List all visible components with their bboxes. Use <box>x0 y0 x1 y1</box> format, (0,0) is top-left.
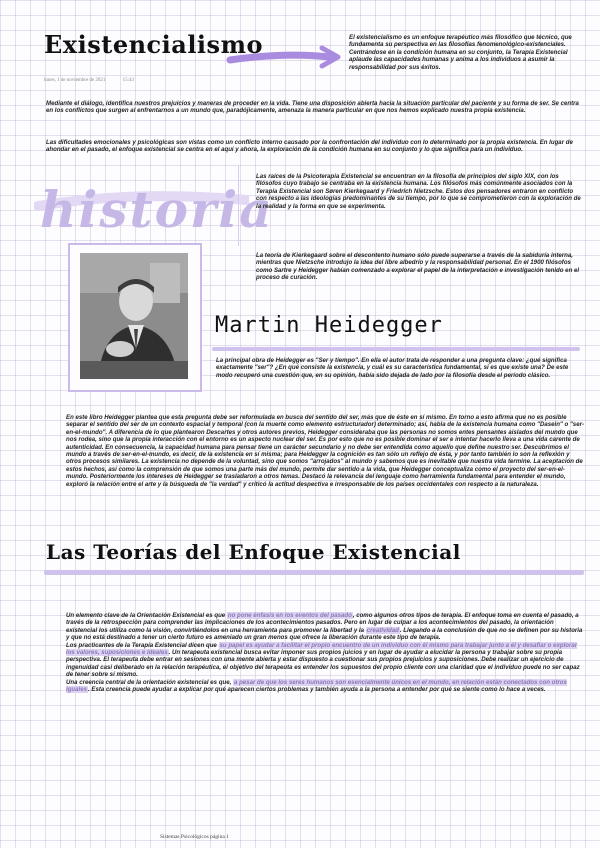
historia-p2-text: La teoría de Kierkegaard sobre el descontento humano sólo puede superarse a través de la sabiduría interna, mientras que Nietzsche introdujo la idea del libre albedrío y la responsabilidad personal. En el 1900 filósofos como Sartre y Heidegger habían comenzado a explorar el papel de la interpretación e investigación tenido en el proceso de curación. <box>256 252 580 282</box>
teor-c1-text: Una creencia central de la orientación existencial es que, <box>66 678 233 686</box>
teorias-underline <box>44 570 584 575</box>
page-title: Existencialismo <box>44 30 263 59</box>
heidegger-p-text: La principal obra de Heidegger es "Ser y tiempo". En ella el autor trata de responder a una pregunta clave: ¿qué significa exactamente "ser"? ¿En qué consiste la existencia, y cuál es su característica fundamental, si es que existe una? De este modo recuperó una cuestión que, en su opinión, había sido dejada de lado por la filosofía desde el período clásico. <box>216 357 569 379</box>
teor-a3-text: . Llegando a la conclusión de que no se definen por su historia y que no está destinado a tener un cierto futuro es ameniado un gran menos que ofrece la liberación durante este tipo de terapia. <box>66 626 583 642</box>
intro-text: El existencialismo es un enfoque terapéutico más filosófico que técnico, que fundamenta su perspectiva en las filosofías fenomenológico-existenciales. Centrándose en la condición humana en su conjunto, la Terapia Existencial aplaude las capacidades humanas y anima a los individuos a asumir la responsabilidad por sus éxitos. <box>349 34 572 71</box>
historia-p1-text: Las raíces de la Psicoterapia Existencial se encuentran en la filosofía de principios del siglo XIX, con los filósofos cuyo trabajo se centraba en la existencia humana. Los filósofos más comúnmente asociados con la Terapia Existencial son Søren Kierkegaard y Friedrich Nietzsche. Estos dos pensadores entraron en conflicto con respecto a las ideologías predominantes de su tiempo, por lo que se comprometieron con la exploración de la realidad y la forma en que se experimenta. <box>256 173 581 210</box>
long-p-text: En este libro Heidegger plantea que esta pregunta debe ser reformulada en busca del sentido del ser, más que de éste en sí mismo. En torno a esto afirma que no es posible separar el sentido del ser de un contexto espacial y temporal (con la muerte como elemento estructurador) determinado; así, habla de la existencia humana como "Dasein" o "ser-en-el-mundo". A diferencia de lo que plantearon Descartes y otros autores previos, Heidegger consideraba que las personas no somos entes pensantes aislados del mundo que nos rodea, sino que la propia interacción con el entorno es un aspecto nuclear del ser. Es por esto que no es posible dominar el ser e intentar hacerlo lleva a una vida carente de autenticidad. En consecuencia, la capacidad humana para pensar tiene un carácter secundario y no debe ser entendida como aquello que define nuestro ser. Descubrimos el mundo a través de ser-en-el-mundo, es decir, de la existencia en sí misma; para Heidegger la cognición es tan sólo un reflejo de ésta, y por tanto también lo son la reflexión y otros procesos similares. La existencia no depende de la voluntad, sino que somos "arrojados" al mundo y sabemos que es inevitable que nuestra vida termine. La aceptación de estos hechos, así como la comprensión de que somos una parte más del mundo, permite dar sentido a la vida, que Heidegger conceptualiza como el proyecto del ser-en-el-mundo. Posteriormente los intereses de Heidegger se trasladaron a otros temas. Destacó la relevancia del lenguaje como herramienta fundamental para entender el mundo, exploró la relación entre el arte y la búsqueda de "la verdad" y criticó la actitud despectiva e irresponsable de los países occidentales con respecto a la naturaleza. <box>66 414 584 488</box>
teor-a1-highlight: no pone énfasis en los eventos del pasado <box>227 612 352 619</box>
portrait-image-icon <box>80 253 188 379</box>
heidegger-paragraph <box>216 357 576 379</box>
teor-b2-text: . Un terapeuta existencial busca evitar imponer sus propios juicios y en lugar de ayudar a elucidar la persona y trabajar sobre su propia perspectiva. El terapeuta debe entrar en sesiones con una mente abierta y estar dispuesto a cuestionar sus propios prejuicios y suposiciones. Debe realizar un ejercicio de ingenuidad casi deliberado en la relación terapéutica, el objetivo del terapeuta es entender los supuestos del propio cliente con una claridad que el individuo puede no ser capaz de tener sobre sí mismo. <box>66 649 580 679</box>
teor-a1-text: Un elemento clave de la Orientación Existencial es que <box>66 612 227 619</box>
divider-line <box>238 166 239 246</box>
heidegger-underline <box>212 347 580 351</box>
date-stamp <box>44 78 134 83</box>
difficulties-paragraph <box>46 139 581 154</box>
historia-paragraph-2 <box>256 252 582 282</box>
historia-paragraph-1 <box>256 173 582 210</box>
para2-text: Las dificultades emocionales y psicológicas son vistas como un conflicto interno causado por la confrontación del individuo con lo determinado por la propia existencia. En lugar de ahondar en el pasado, el enfoque existencial se centra en el aquí y ahora, la exploración de la condición humana en su conjunto y lo que significa para un individuo. <box>46 139 573 154</box>
teor-a2-text: , como algunos otros tipos de terapia. El enfoque toma en cuenta el pasado, a través de la retrospección para comprender las implicaciones de los acontecimientos pasados. Pero en lugar de culpar a los acontecimientos del pasado, la orientación existencial los utiliza como la visión, convirtiéndolos en una herramienta para promover la libertad y la <box>66 612 579 634</box>
teor-c2-text: . Esta creencia puede ayudar a explicar por qué aparecen ciertos problemas y también ayuda a la persona a entender por qué se siente como lo hace a veces. <box>88 686 546 694</box>
intro-paragraph <box>349 34 587 71</box>
teorias-heading: Las Teorías del Enfoque Existencial <box>46 540 461 564</box>
time-text: 15:43 <box>122 78 135 83</box>
date-text: lunes, 1 de noviembre de 2021 <box>44 78 106 83</box>
teorias-p2 <box>66 642 586 679</box>
heidegger-heading: Martin Heidegger <box>215 313 443 338</box>
arrow-decoration-icon <box>226 44 344 72</box>
teor-a2-highlight: creatividad <box>366 626 399 634</box>
teor-b1-highlight: su papel es ayudar a facilitar el propio encuentro de un individuo con él mismo para trabajar junto a él y desafiar o explorar los valores, suposiciones e ideales <box>66 641 578 657</box>
page-footer: Sistemas Psicológicos página 1 <box>160 834 229 840</box>
teor-b1-text: Los practicantes de la Terapia Existencial dicen que <box>66 641 219 649</box>
teorias-p3 <box>66 679 586 694</box>
teor-c1-highlight: a pesar de que los seres humanos son esencialmente únicos en el mundo, en relación están conectados con otros iguales <box>66 678 567 694</box>
historia-heading: historia <box>40 180 274 239</box>
para1-text: Mediante el diálogo, identifica nuestros prejuicios y maneras de proceder en la vida. Tiene una disposición abierta hacia la situación particular del paciente y su forma de ser. Se centra en los conflictos que surgen al enfrentarnos a un mundo que, paradójicamente, amenaza la manera particular en que nos hemos explicado nuestra propia existencia. <box>46 100 579 115</box>
teorias-content <box>66 612 586 693</box>
teorias-p1 <box>66 612 586 642</box>
dialogue-paragraph <box>46 100 581 115</box>
heidegger-long-paragraph <box>66 414 586 488</box>
heidegger-portrait <box>80 253 188 379</box>
